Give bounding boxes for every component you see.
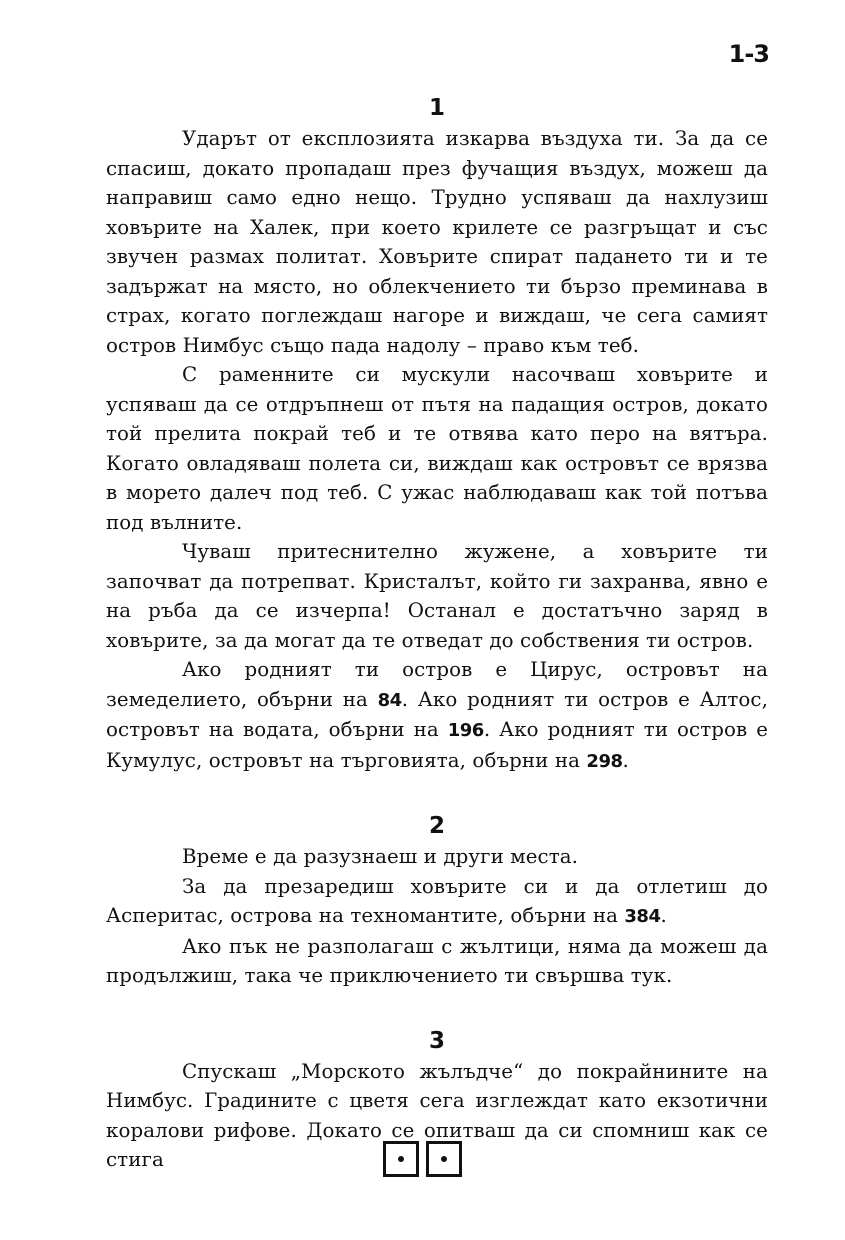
section-2-paragraph-3: Ако пък не разполагаш с жълтици, няма да можеш да продължиш, така че приключението ти свършва тук.	[106, 934, 768, 987]
dice-footer	[0, 1141, 845, 1177]
section-ref-84[interactable]: 84	[377, 689, 402, 711]
choice-text-1: Ако родният ти остров е Цирус, островът на земеделието, обърни на	[106, 658, 768, 711]
section-number-3: 3	[428, 1027, 445, 1054]
choice-text-3: . Ако родният ти остров е Кумулус, островът на търговията, обърни на	[106, 718, 768, 772]
section-ref-384[interactable]: 384	[624, 906, 661, 927]
section-3-paragraph-1: Спускаш „Морското жълъдче“ до покрайнините на Нимбус. Градините с цветя сега изглеждат като екзотични коралови рифове. Докато се опитваш да си спомниш как се стига	[106, 1059, 768, 1171]
section-1-paragraph-2: С раменните си мускули насочваш ховърите и успяваш да се отдръпнеш от пътя на падащия остров, докато той прелита покрай теб и те отвява като перо на вятъра. Когато овладяваш полета си, виждаш как островът се врязва в морето далеч под теб. С ужас наблюдаваш как той потъва под вълните.	[106, 363, 768, 534]
section-ref-298[interactable]: 298	[586, 750, 623, 772]
die-left-icon	[383, 1141, 419, 1177]
section-ref-196[interactable]: 196	[447, 720, 484, 741]
die-pip	[398, 1156, 404, 1162]
section-1-choices	[106, 655, 768, 776]
section-1-paragraph-3: Чуваш притеснително жужене, а ховърите ти започват да потрепват. Кристалът, който ги захранва, явно е на ръба да се изчерпа! Останал е достатъчно заряд в ховърите, за да могат да те отведат до собствения ти остров.	[106, 540, 768, 652]
section-number-1: 1	[428, 95, 445, 121]
section-gap	[106, 991, 768, 1025]
section-1-paragraph-1: Ударът от експлозията изкарва въздуха ти. За да се спасиш, докато пропадаш през фучащия въздух, можеш да направиш само едно нещо. Трудно успяваш да нахлузиш ховърите на Халек, при което крилете се разгръщат и със звучен размах политат. Ховърите спират падането ти и те задържат на място, но облекчението ти бързо преминава в страх, когато поглеждаш нагоре и виждаш, че сега самият остров Нимбус също пада надолу – право към теб.	[106, 127, 768, 357]
die-pip	[441, 1156, 447, 1162]
section-2-choice-end: .	[660, 904, 667, 927]
choice-text-2: . Ако родният ти остров е Алтос, островът на водата, обърни на	[106, 687, 768, 741]
page-header-range: 1-3	[728, 40, 769, 68]
section-number-2: 2	[428, 813, 445, 839]
section-gap	[106, 776, 768, 810]
die-right-icon	[426, 1141, 462, 1177]
choice-text-4: .	[622, 748, 629, 772]
page-content	[106, 92, 768, 1175]
section-2-paragraph-1: Време е да разузнаеш и други места.	[182, 845, 579, 868]
section-2-paragraph-2	[106, 872, 768, 932]
section-2-choice-text: За да презаредиш ховърите си и да отлетиш до Асперитас, острова на техномантите, обърни на	[106, 874, 768, 927]
